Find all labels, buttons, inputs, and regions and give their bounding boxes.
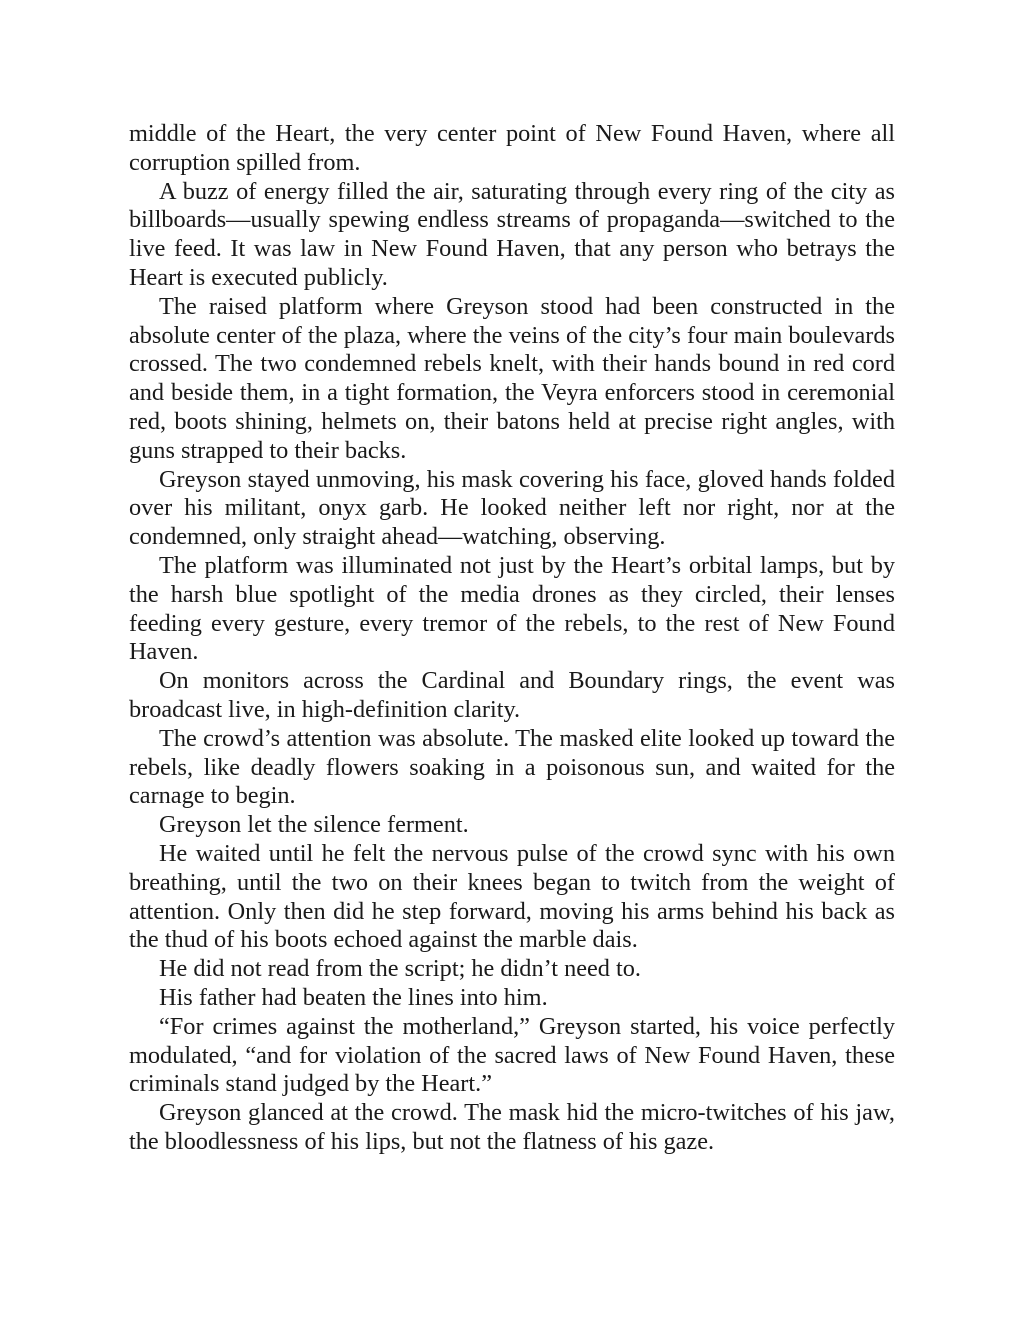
paragraph-3: The raised platform where Greyson stood had been constructed in the absolute center of the plaza, where the veins of the city’s four main boulevards crossed. The two condemned rebels knelt, with their hands bound in red cord and beside them, in a tight formation, the Veyra enforcers stood in ceremonial red, boots shining, helmets on, their batons held at precise right angles, with guns strapped to their backs. (129, 292, 895, 464)
paragraph-13: Greyson glanced at the crowd. The mask hid the micro-twitches of his jaw, the bloodlessness of his lips, but not the flatness of his gaze. (129, 1099, 895, 1155)
document-page (129, 120, 895, 1157)
paragraph-2: A buzz of energy filled the air, saturating through every ring of the city as billboards—usually spewing endless streams of propaganda—switched to the live feed. It was law in New Found Haven, that any person who betrays the Heart is executed publicly. (129, 177, 895, 291)
paragraph-12: “For crimes against the motherland,” Greyson started, his voice perfectly modulated, “and for violation of the sacred laws of New Found Haven, these criminals stand judged by the Heart.” (129, 1012, 895, 1098)
paragraph-11: His father had beaten the lines into him. (159, 983, 548, 1011)
paragraph-1: middle of the Heart, the very center point of New Found Haven, where all corruption spilled from. (129, 120, 895, 176)
paragraph-10: He did not read from the script; he didn’t need to. (159, 955, 641, 983)
paragraph-6: On monitors across the Cardinal and Boundary rings, the event was broadcast live, in high-definition clarity. (129, 667, 895, 723)
paragraph-4: Greyson stayed unmoving, his mask covering his face, gloved hands folded over his militant, onyx garb. He looked neither left nor right, nor at the condemned, only straight ahead—watching, observing. (129, 465, 895, 551)
paragraph-7: The crowd’s attention was absolute. The masked elite looked up toward the rebels, like deadly flowers soaking in a poisonous sun, and waited for the carnage to begin. (129, 724, 895, 810)
paragraph-8: Greyson let the silence ferment. (159, 811, 469, 839)
paragraph-5: The platform was illuminated not just by the Heart’s orbital lamps, but by the harsh blue spotlight of the media drones as they circled, their lenses feeding every gesture, every tremor of the rebels, to the rest of New Found Haven. (129, 551, 895, 666)
paragraph-9: He waited until he felt the nervous pulse of the crowd sync with his own breathing, until the two on their knees began to twitch from the weight of attention. Only then did he step forward, moving his arms behind his back as the thud of his boots echoed against the marble dais. (129, 839, 895, 954)
